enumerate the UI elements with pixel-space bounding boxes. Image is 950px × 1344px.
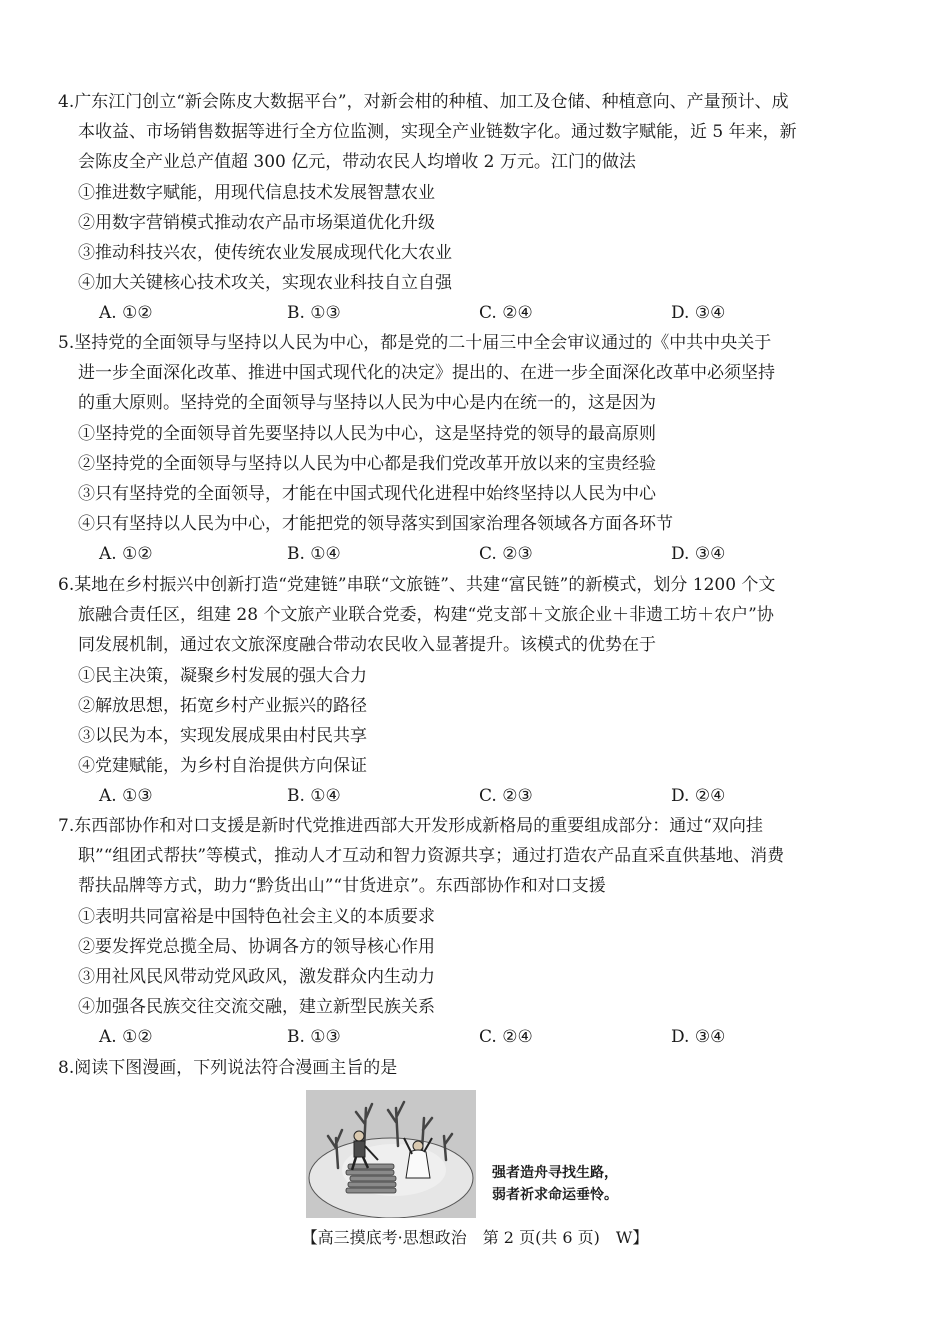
option-statement: ③以民为本，实现发展成果由村民共享 (78, 725, 367, 746)
choice-d[interactable]: D. ③④ (671, 1027, 726, 1048)
question-stem-line: 帮扶品牌等方式，助力“黔货出山”“甘货进京”。东西部协作和对口支援 (78, 876, 606, 897)
choice-b[interactable]: B. ①④ (287, 786, 341, 807)
question-stem-line: 进一步全面深化改革、推进中国式现代化的决定》提出的、在进一步全面深化改革中必须坚持 (78, 363, 775, 384)
option-statement: ④只有坚持以人民为中心，才能把党的领导落实到国家治理各领域各方面各环节 (78, 514, 673, 535)
option-statement: ①坚持党的全面领导首先要坚持以人民为中心，这是坚持党的领导的最高原则 (78, 423, 656, 444)
question-stem-line: 同发展机制，通过农文旅深度融合带动农民收入显著提升。该模式的优势在于 (78, 635, 656, 656)
option-statement: ④党建赋能，为乡村自治提供方向保证 (78, 756, 367, 777)
question-stem-line: 的重大原则。坚持党的全面领导与坚持以人民为中心是内在统一的，这是因为 (78, 393, 656, 414)
choice-a[interactable]: A. ①③ (99, 786, 153, 807)
option-statement: ④加大关键核心技术攻关，实现农业科技自立自强 (78, 273, 452, 294)
question-stem-line: 会陈皮全产业总产值超 300 亿元，带动农民人均增收 2 万元。江门的做法 (78, 152, 636, 173)
question-8 (58, 1053, 858, 1083)
answer-choices (58, 298, 858, 328)
answer-choices (58, 781, 858, 811)
option-statement: ②要发挥党总揽全局、协调各方的领导核心作用 (78, 936, 435, 957)
choice-a[interactable]: A. ①② (99, 303, 153, 324)
option-statement: ③推动科技兴农，使传统农业发展成现代化大农业 (78, 242, 452, 263)
question-stem-line: 4.广东江门创立“新会陈皮大数据平台”，对新会柑的种植、加工及仓储、种植意向、产量预计、成 (58, 92, 789, 112)
option-statement: ①民主决策，凝聚乡村发展的强大合力 (78, 665, 367, 686)
question-6 (58, 570, 858, 812)
option-statement: ③只有坚持党的全面领导，才能在中国式现代化进程中始终坚持以人民为中心 (78, 483, 656, 504)
choice-c[interactable]: C. ②④ (479, 303, 533, 324)
question-stem-line: 旅融合责任区，组建 28 个文旅产业联合党委，构建“党支部＋文旅企业＋非遗工坊＋农户”协 (78, 605, 774, 626)
choice-d[interactable]: D. ②④ (671, 786, 726, 807)
option-statement: ②用数字营销模式推动农产品市场渠道优化升级 (78, 212, 435, 233)
question-7 (58, 811, 858, 1053)
page-footer: 【高三摸底考·思想政治 第 2 页(共 6 页) W】 (301, 1228, 649, 1247)
option-statement: ②坚持党的全面领导与坚持以人民为中心都是我们党改革开放以来的宝贵经验 (78, 453, 656, 474)
question-stem-line: 8.阅读下图漫画，下列说法符合漫画主旨的是 (58, 1058, 398, 1078)
option-statement: ③用社风民风带动党风政风，激发群众内生动力 (78, 966, 435, 987)
question-4 (58, 87, 858, 329)
option-statement: ①表明共同富裕是中国特色社会主义的本质要求 (78, 906, 435, 927)
choice-c[interactable]: C. ②④ (479, 1027, 533, 1048)
caption-line: 强者造舟寻找生路， (492, 1165, 618, 1181)
answer-choices (58, 539, 858, 569)
choice-a[interactable]: A. ①② (99, 1027, 153, 1048)
question-stem-line: 职”“组团式帮扶”等模式，推动人才互动和智力资源共享；通过打造农产品直采直供基地、消费 (78, 846, 785, 867)
choice-c[interactable]: C. ②③ (479, 544, 533, 565)
cartoon-caption (492, 1162, 618, 1206)
choice-d[interactable]: D. ③④ (671, 544, 726, 565)
caption-line: 弱者祈求命运垂怜。 (492, 1187, 618, 1203)
answer-choices (58, 1022, 858, 1052)
question-stem-line: 7.东西部协作和对口支援是新时代党推进西部大开发形成新格局的重要组成部分：通过“双向挂 (58, 816, 763, 836)
choice-a[interactable]: A. ①② (99, 544, 153, 565)
choice-b[interactable]: B. ①④ (287, 544, 341, 565)
choice-c[interactable]: C. ②③ (479, 786, 533, 807)
question-5 (58, 328, 858, 570)
question-stem-line: 本收益、市场销售数据等进行全方位监测，实现全产业链数字化。通过数字赋能，近 5 年来，新 (78, 122, 797, 143)
cartoon-illustration (306, 1090, 476, 1218)
cartoon-image (306, 1090, 476, 1218)
choice-b[interactable]: B. ①③ (287, 1027, 341, 1048)
question-stem-line: 5.坚持党的全面领导与坚持以人民为中心，都是党的二十届三中全会审议通过的《中共中央关于 (58, 333, 772, 353)
choice-d[interactable]: D. ③④ (671, 303, 726, 324)
option-statement: ①推进数字赋能，用现代信息技术发展智慧农业 (78, 182, 435, 203)
option-statement: ②解放思想，拓宽乡村产业振兴的路径 (78, 695, 367, 716)
choice-b[interactable]: B. ①③ (287, 303, 341, 324)
question-stem-line: 6.某地在乡村振兴中创新打造“党建链”串联“文旅链”、共建“富民链”的新模式，划分 1200 个文 (58, 575, 776, 595)
option-statement: ④加强各民族交往交流交融，建立新型民族关系 (78, 997, 435, 1018)
